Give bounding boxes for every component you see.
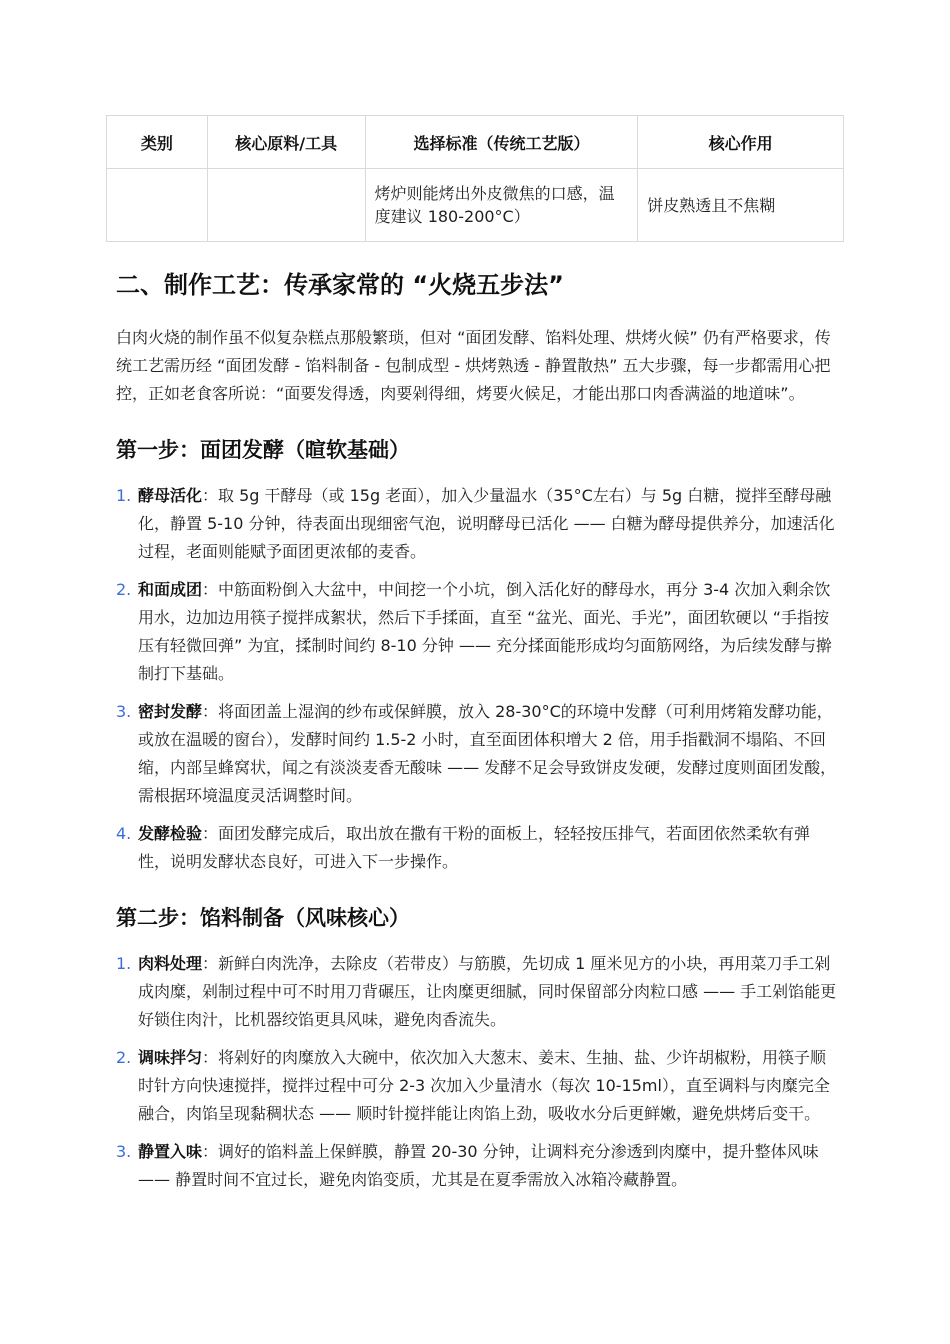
item-label: 调味拌匀 [138, 1048, 203, 1067]
list-item [116, 576, 838, 688]
main-content [116, 266, 838, 1204]
item-text: ：新鲜白肉洗净，去除皮（若带皮）与筋膜，先切成 1 厘米见方的小块，再用菜刀手工剁成肉糜，剁制过程中可不时用刀背碾压，让肉糜更细腻，同时保留部分肉粒口感 —— 手工剁馅能更好锁住肉汁，比机器绞馅更具风味，避免肉香流失。 [138, 954, 837, 1029]
table-cell: 饼皮熟透且不焦糊 [638, 169, 844, 242]
item-label: 密封发酵 [138, 702, 203, 721]
step1-heading: 第一步：面团发酵（暄软基础） [116, 438, 410, 462]
list-item [116, 482, 838, 566]
item-label: 肉料处理 [138, 954, 203, 973]
item-label: 和面成团 [138, 580, 203, 599]
list-item [116, 698, 838, 810]
step2-list [116, 950, 838, 1194]
list-number: 3. [116, 1142, 132, 1161]
list-number: 4. [116, 824, 132, 843]
item-text: ：将面团盖上湿润的纱布或保鲜膜，放入 28-30°C的环境中发酵（可利用烤箱发酵功能，或放在温暖的窗台），发酵时间约 1.5-2 小时，直至面团体积增大 2 倍，用手指戳洞不塌陷、不回缩，内部呈蜂窝状，闻之有淡淡麦香无酸味 —— 发酵不足会导致饼皮发硬，发酵过度则面团发酸，需根据环境温度灵活调整时间。 [138, 702, 837, 805]
table-header-cell: 选择标准（传统工艺版） [365, 116, 638, 169]
list-number: 2. [116, 1048, 132, 1067]
table-header-cell: 核心作用 [638, 116, 844, 169]
list-item [116, 820, 838, 876]
table-cell: 烤炉则能烤出外皮微焦的口感，温度建议 180-200°C） [365, 169, 638, 242]
step2-heading: 第二步：馅料制备（风味核心） [116, 906, 410, 930]
step1-list [116, 482, 838, 876]
item-text: ：将剁好的肉糜放入大碗中，依次加入大葱末、姜末、生抽、盐、少许胡椒粉，用筷子顺时针方向快速搅拌，搅拌过程中可分 2-3 次加入少量清水（每次 10-15ml），直至调料与肉糜完全融合，肉馅呈现黏稠状态 —— 顺时针搅拌能让肉馅上劲，吸收水分后更鲜嫩，避免烘烤后变干。 [138, 1048, 830, 1123]
list-number: 1. [116, 486, 132, 505]
item-label: 发酵检验 [138, 824, 203, 843]
item-text: ：调好的馅料盖上保鲜膜，静置 20-30 分钟，让调料充分渗透到肉糜中，提升整体风味 —— 静置时间不宜过长，避免肉馅变质，尤其是在夏季需放入冰箱冷藏静置。 [138, 1142, 819, 1189]
table-header-cell: 类别 [107, 116, 208, 169]
table-cell [207, 169, 365, 242]
section-heading: 二、制作工艺：传承家常的 “火烧五步法” [116, 271, 564, 299]
item-text: ：中筋面粉倒入大盆中，中间挖一个小坑，倒入活化好的酵母水，再分 3-4 次加入剩余饮用水，边加边用筷子搅拌成絮状，然后下手揉面，直至 “盆光、面光、手光”，面团软硬以 “手指按压有轻微回弹” 为宜，揉制时间约 8-10 分钟 —— 充分揉面能形成均匀面筋网络，为后续发酵与擀制打下基础。 [138, 580, 833, 683]
item-text: ：取 5g 干酵母（或 15g 老面），加入少量温水（35°C左右）与 5g 白糖，搅拌至酵母融化，静置 5-10 分钟，待表面出现细密气泡，说明酵母已活化 —— 白糖为酵母提供养分，加速活化过程，老面则能赋予面团更浓郁的麦香。 [138, 486, 835, 561]
table-header-cell: 核心原料/工具 [207, 116, 365, 169]
item-label: 静置入味 [138, 1142, 203, 1161]
list-number: 3. [116, 702, 132, 721]
table-header-row [107, 116, 844, 169]
table-cell [107, 169, 208, 242]
table-row [107, 169, 844, 242]
item-text: ：面团发酵完成后，取出放在撒有干粉的面板上，轻轻按压排气，若面团依然柔软有弹性，说明发酵状态良好，可进入下一步操作。 [138, 824, 811, 871]
list-item [116, 950, 838, 1034]
item-label: 酵母活化 [138, 486, 203, 505]
ingredient-table [106, 115, 844, 242]
list-item [116, 1044, 838, 1128]
list-number: 1. [116, 954, 132, 973]
list-item [116, 1138, 838, 1194]
section-intro: 白肉火烧的制作虽不似复杂糕点那般繁琐，但对 “面团发酵、馅料处理、烘烤火候” 仍有严格要求，传统工艺需历经 “面团发酵 - 馅料制备 - 包制成型 - 烘烤熟透 - 静置散热” 五大步骤，每一步都需用心把控，正如老食客所说：“面要发得透，肉要剁得细，烤要火候足，才能出那口肉香满溢的地道味”。 [116, 328, 831, 403]
list-number: 2. [116, 580, 132, 599]
